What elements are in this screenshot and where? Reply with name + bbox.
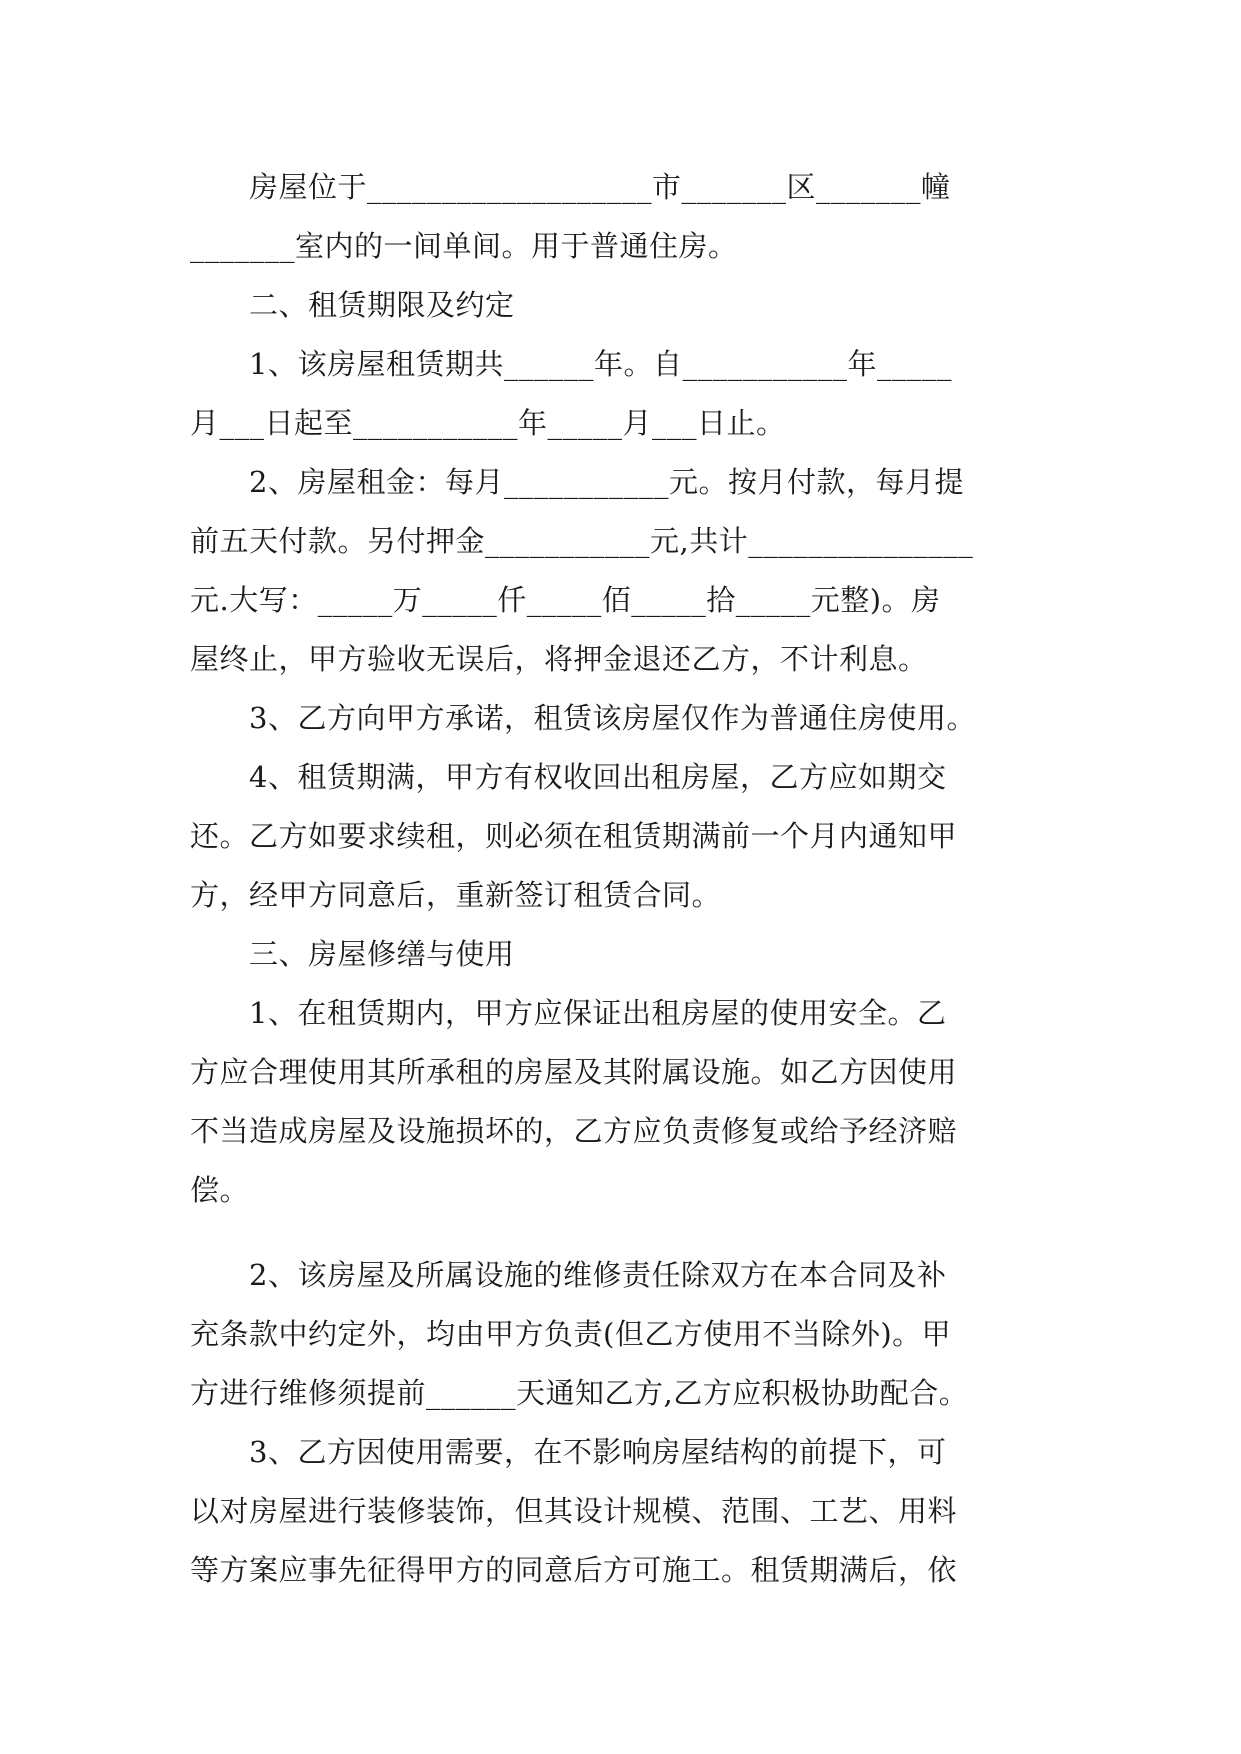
text-line: 前五天付款。另付押金___________元,共计_______________ [190,524,974,558]
text-line: 方进行维修须提前______天通知乙方,乙方应积极协助配合。 [190,1376,969,1410]
section-heading: 二、租赁期限及约定 [190,288,515,322]
text-line: 方应合理使用其所承租的房屋及其附属设施。如乙方因使用 [190,1055,958,1089]
text-line: 1、该房屋租赁期共______年。自___________年_____ [190,347,952,381]
text-line: 以对房屋进行装修装饰，但其设计规模、范围、工艺、用料 [190,1494,958,1528]
text-line: 2、房屋租金：每月___________元。按月付款，每月提 [190,465,964,499]
text-line: 房屋位于___________________市_______区_______幢 [190,170,951,204]
text-line: 等方案应事先征得甲方的同意后方可施工。租赁期满后，依 [190,1553,958,1587]
section-heading: 三、房屋修缮与使用 [190,937,515,971]
text-line: 3、乙方向甲方承诺，租赁该房屋仅作为普通住房使用。 [190,701,976,735]
text-line: _______室内的一间单间。用于普通住房。 [190,229,738,263]
text-line: 月___日起至___________年_____月___日止。 [190,406,786,440]
text-line: 方，经甲方同意后，重新签订租赁合同。 [190,878,722,912]
text-line: 元.大写：_____万_____仟_____佰_____拾_____元整)。房 [190,583,941,617]
text-line: 不当造成房屋及设施损坏的，乙方应负责修复或给予经济赔 [190,1114,958,1148]
text-line: 4、租赁期满，甲方有权收回出租房屋，乙方应如期交 [190,760,947,794]
text-line: 充条款中约定外，均由甲方负责(但乙方使用不当除外)。甲 [190,1317,952,1351]
text-line: 3、乙方因使用需要，在不影响房屋结构的前提下，可 [190,1435,947,1469]
text-line: 偿。 [190,1173,250,1207]
text-line: 1、在租赁期内，甲方应保证出租房屋的使用安全。乙 [190,996,947,1030]
paragraph-gap [190,1220,1050,1246]
text-line: 还。乙方如要求续租，则必须在租赁期满前一个月内通知甲 [190,819,958,853]
text-line: 屋终止，甲方验收无误后，将押金退还乙方，不计利息。 [190,642,928,676]
document-body [190,158,1050,1600]
text-line: 2、该房屋及所属设施的维修责任除双方在本合同及补 [190,1258,947,1292]
